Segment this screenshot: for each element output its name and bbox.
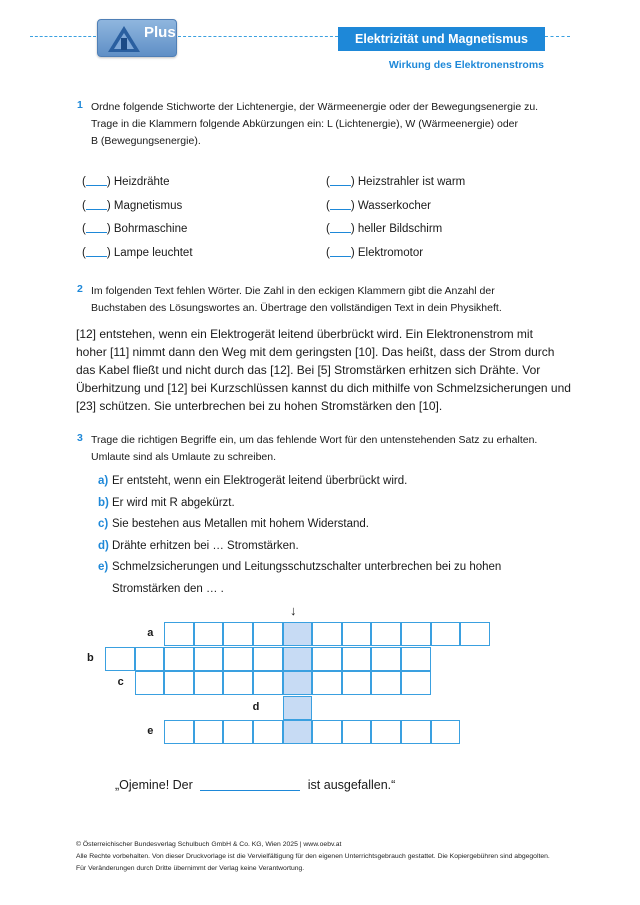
task-instructions bbox=[91, 432, 537, 466]
clue-letter: b) bbox=[98, 496, 109, 509]
crossword-cell[interactable] bbox=[194, 622, 224, 646]
list-item: ( ) Heizdrähte bbox=[82, 176, 170, 188]
answer-blank[interactable] bbox=[86, 174, 107, 186]
clue-text: Er wird mit R abgekürzt. bbox=[112, 496, 235, 509]
solution-column-arrow-icon: ↓ bbox=[290, 603, 297, 618]
crossword-row-label: c bbox=[117, 676, 124, 688]
instruction-line: Trage die richtigen Begriffe ein, um das fehlende Wort für den untenstehenden Satz zu erhalten. bbox=[91, 434, 538, 446]
instruction-line: Umlaute sind als Umlaute zu schreiben. bbox=[91, 451, 277, 463]
plus-logo bbox=[97, 19, 177, 57]
crossword-cell[interactable] bbox=[194, 647, 224, 671]
crossword-cell[interactable] bbox=[253, 720, 283, 744]
crossword-cell[interactable] bbox=[223, 647, 253, 671]
clue-b bbox=[98, 493, 501, 515]
task-number: 1 bbox=[77, 99, 83, 111]
clue-text: Er entsteht, wenn ein Elektrogerät leitend überbrückt wird. bbox=[112, 475, 408, 487]
answer-blank[interactable] bbox=[330, 198, 351, 210]
crossword-cell[interactable] bbox=[312, 671, 342, 695]
crossword-cell[interactable] bbox=[401, 647, 431, 671]
list-item: ( ) Heizstrahler ist warm bbox=[326, 176, 466, 188]
crossword-cell[interactable] bbox=[283, 671, 313, 695]
triangle-logo-icon bbox=[106, 24, 142, 54]
crossword-cell[interactable] bbox=[401, 622, 431, 646]
crossword-row-label: e bbox=[147, 725, 154, 737]
clue-letter: c) bbox=[98, 518, 109, 530]
item-label: Bohrmaschine bbox=[113, 223, 188, 235]
crossword-cell[interactable] bbox=[371, 671, 401, 695]
crossword-cell[interactable] bbox=[371, 622, 401, 646]
disclaimer-line: Für Veränderungen durch Dritte übernimmt der Verlag keine Verantwortung. bbox=[76, 865, 305, 872]
crossword-cell[interactable] bbox=[342, 622, 372, 646]
crossword-cell[interactable] bbox=[431, 622, 461, 646]
crossword-cell[interactable] bbox=[431, 720, 461, 744]
rights-line: Alle Rechte vorbehalten. Von dieser Druckvorlage ist die Vervielfältigung für den eigenen Unterrichtsgebrauch gestattet. Die Kopiergebühren sind abgegolten. bbox=[76, 853, 550, 860]
answer-blank[interactable] bbox=[330, 174, 351, 186]
crossword-row-label: d bbox=[252, 700, 260, 713]
crossword-cell[interactable] bbox=[164, 622, 194, 646]
clue-text: Drähte erhitzen bei … Stromstärken. bbox=[112, 539, 299, 552]
crossword-cell[interactable] bbox=[164, 671, 194, 695]
clue-e bbox=[98, 557, 501, 579]
clue-a bbox=[98, 471, 501, 493]
cloze-paragraph bbox=[76, 325, 576, 415]
crossword-cell[interactable] bbox=[401, 720, 431, 744]
clue-e-continued: Stromstärken den … . bbox=[112, 582, 224, 595]
energy-assignment-list bbox=[82, 174, 502, 268]
list-item: ( ) heller Bildschirm bbox=[326, 223, 443, 235]
crossword-row-label: a bbox=[147, 627, 154, 639]
answer-blank[interactable] bbox=[86, 245, 107, 257]
paragraph-line: [12] entstehen, wenn ein Elektrogerät leitend überbrückt wird. Ein Elektronenstrom mit bbox=[76, 327, 533, 341]
crossword-cell[interactable] bbox=[342, 720, 372, 744]
instruction-line: Im folgenden Text fehlen Wörter. Die Zahl in den eckigen Klammern gibt die Anzahl der bbox=[91, 285, 495, 297]
crossword-cell[interactable] bbox=[164, 720, 194, 744]
item-label: Magnetismus bbox=[113, 199, 183, 212]
task-3 bbox=[77, 432, 537, 466]
task-1 bbox=[77, 99, 538, 150]
item-label: Elektromotor bbox=[357, 246, 424, 259]
footer bbox=[76, 839, 550, 875]
crossword-cell[interactable] bbox=[312, 622, 342, 646]
crossword-cell[interactable] bbox=[371, 720, 401, 744]
list-item: ( ) Lampe leuchtet bbox=[82, 246, 193, 259]
crossword-cell[interactable] bbox=[194, 720, 224, 744]
list-row bbox=[82, 198, 502, 222]
crossword-cell[interactable] bbox=[283, 647, 313, 671]
crossword-cell[interactable] bbox=[401, 671, 431, 695]
instruction-line: Buchstaben des Lösungswortes an. Übertrage den vollständigen Text in dein Physikheft. bbox=[91, 302, 502, 314]
list-row bbox=[82, 245, 502, 269]
crossword-cell[interactable] bbox=[342, 671, 372, 695]
clue-d bbox=[98, 536, 501, 558]
clue-letter: d) bbox=[98, 539, 109, 552]
task-number: 3 bbox=[77, 432, 83, 444]
clue-text: Sie bestehen aus Metallen mit hohem Widerstand. bbox=[112, 518, 369, 530]
answer-blank[interactable] bbox=[330, 221, 351, 233]
crossword-cell[interactable] bbox=[105, 647, 135, 671]
crossword-cell[interactable] bbox=[283, 720, 313, 744]
crossword-cell[interactable] bbox=[312, 720, 342, 744]
list-item: ( ) Wasserkocher bbox=[326, 199, 431, 212]
crossword-cell[interactable] bbox=[135, 647, 165, 671]
paragraph-line: hoher [11] nimmt dann den Weg mit dem geringsten [10]. Das heißt, dass der Strom durch bbox=[76, 345, 555, 359]
crossword-cell[interactable] bbox=[223, 671, 253, 695]
crossword-row-label: b bbox=[87, 651, 94, 664]
clue-text: Schmelzsicherungen und Leitungsschutzschalter unterbrechen bei zu hohen bbox=[112, 561, 502, 573]
task-instructions bbox=[91, 99, 538, 150]
subtopic-title: Wirkung des Elektronenstroms bbox=[388, 59, 544, 71]
paragraph-line: [23] schützen. Sie unterbrechen bei zu hohen Stromstärken den [10]. bbox=[76, 399, 443, 413]
task-instructions bbox=[91, 283, 502, 317]
crossword-cell[interactable] bbox=[223, 720, 253, 744]
crossword-cell[interactable] bbox=[283, 696, 313, 720]
clue-c bbox=[98, 514, 501, 536]
instruction-line: Trage in die Klammern folgende Abkürzungen ein: L (Lichtenergie), W (Wärmeenergie) oder bbox=[91, 118, 519, 130]
list-item: ( ) Bohrmaschine bbox=[82, 223, 188, 235]
paragraph-line: Überhitzung und [12] bei Kurzschlüssen kannst du dich mithilfe von Schmelzsicherungen und bbox=[76, 381, 571, 395]
crossword-cell[interactable] bbox=[371, 647, 401, 671]
crossword-cell[interactable] bbox=[460, 622, 490, 646]
copyright-line: © Österreichischer Bundesverlag Schulbuch GmbH & Co. KG, Wien 2025 | www.oebv.at bbox=[76, 841, 342, 848]
crossword-cell[interactable] bbox=[342, 647, 372, 671]
crossword-cell[interactable] bbox=[253, 671, 283, 695]
sentence-end: ist ausgefallen.“ bbox=[307, 778, 396, 792]
paragraph-line: das Kabel fließt und nicht durch das [12]. Bei [5] Stromstärken erhitzen sich Drähte. Vor bbox=[76, 363, 541, 377]
crossword-cell[interactable] bbox=[312, 647, 342, 671]
solution-sentence bbox=[115, 778, 395, 792]
instruction-line: B (Bewegungsenergie). bbox=[91, 135, 201, 147]
header-dash-left bbox=[30, 36, 96, 37]
item-label: Heizdrähte bbox=[113, 176, 170, 188]
clue-letter: a) bbox=[98, 475, 109, 487]
topic-title: Elektrizität und Magnetismus bbox=[338, 27, 545, 51]
item-label: Lampe leuchtet bbox=[113, 246, 193, 259]
list-item: ( ) Elektromotor bbox=[326, 246, 424, 259]
crossword-cell[interactable] bbox=[135, 671, 165, 695]
logo-text: Plus bbox=[144, 24, 176, 41]
crossword-cell[interactable] bbox=[253, 647, 283, 671]
task-2 bbox=[77, 283, 502, 317]
crossword-cell[interactable] bbox=[194, 671, 224, 695]
item-label: Heizstrahler ist warm bbox=[357, 176, 466, 188]
clue-list bbox=[98, 471, 501, 600]
item-label: Wasserkocher bbox=[357, 199, 431, 212]
instruction-line: Ordne folgende Stichworte der Lichtenergie, der Wärmeenergie oder der Bewegungsenergie zu. bbox=[91, 101, 539, 113]
header-dash-right bbox=[545, 36, 570, 37]
answer-blank[interactable] bbox=[86, 198, 107, 210]
list-row bbox=[82, 174, 502, 198]
answer-blank[interactable] bbox=[86, 221, 107, 233]
sentence-start: „Ojemine! Der bbox=[115, 778, 193, 792]
list-item: ( ) Magnetismus bbox=[82, 199, 183, 212]
item-label: heller Bildschirm bbox=[357, 223, 443, 235]
crossword-cell[interactable] bbox=[283, 622, 313, 646]
list-row bbox=[82, 221, 502, 245]
clue-letter: e) bbox=[98, 561, 109, 573]
crossword-cell[interactable] bbox=[164, 647, 194, 671]
answer-blank[interactable] bbox=[330, 245, 351, 257]
crossword-cell[interactable] bbox=[223, 622, 253, 646]
task-number: 2 bbox=[77, 283, 83, 295]
solution-blank[interactable] bbox=[200, 778, 300, 791]
header-dash-middle bbox=[178, 36, 338, 37]
crossword-cell[interactable] bbox=[253, 622, 283, 646]
